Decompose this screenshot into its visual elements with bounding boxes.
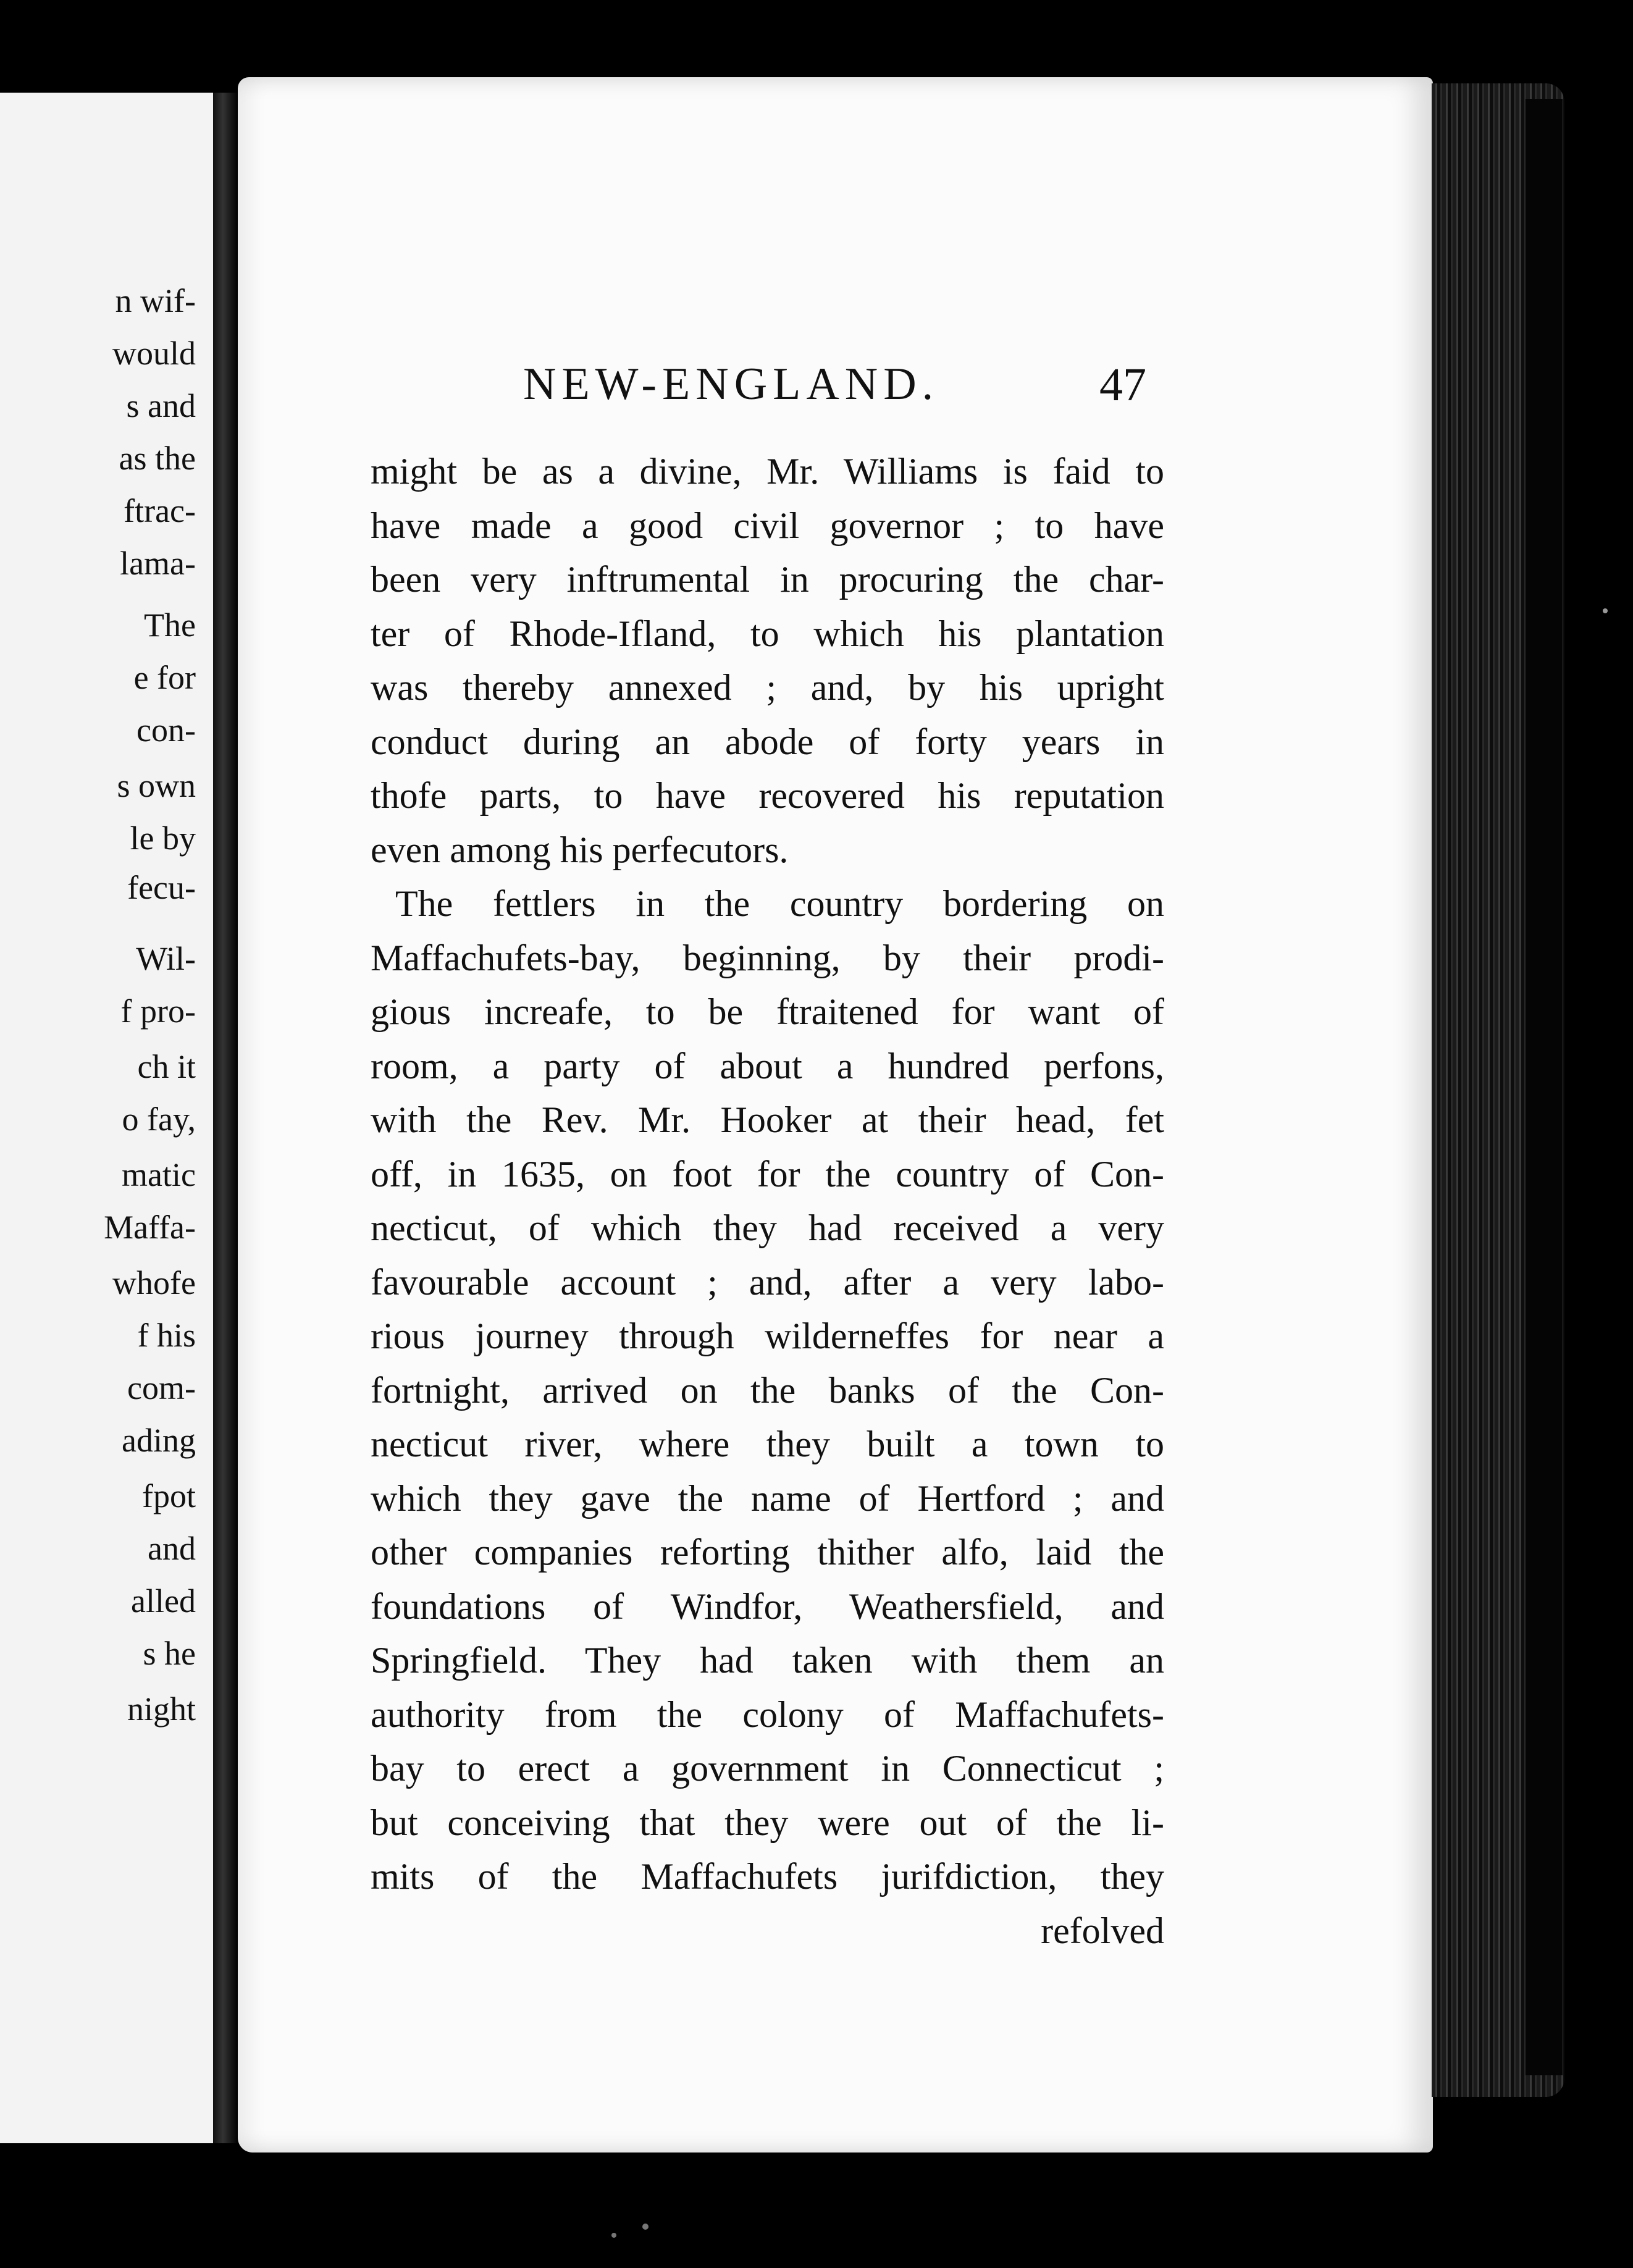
facing-page-line-fragment: f his [137, 1317, 196, 1354]
dust-speck [611, 2233, 616, 2238]
facing-page-line-fragment: ch it [137, 1048, 196, 1085]
facing-page-line-fragment: as the [119, 440, 196, 477]
text-line: have made a good civil governor ; to have [371, 505, 1164, 546]
text-line: was thereby annexed ; and, by his upright [371, 667, 1164, 708]
facing-page-line-fragment: fpot [142, 1477, 196, 1514]
facing-page-line-fragment: Wil- [136, 940, 196, 977]
text-line: other companies reforting thither alfo, laid the [371, 1532, 1164, 1573]
text-line: The fettlers in the country bordering on [395, 883, 1164, 924]
text-line: foundations of Windfor, Weathersfield, and [371, 1586, 1164, 1627]
dust-speck [642, 2224, 649, 2230]
text-line: favourable account ; and, after a very labo- [371, 1261, 1164, 1303]
facing-page-line-fragment: would [112, 335, 196, 372]
facing-page-line-fragment: n wif- [115, 282, 196, 319]
text-line: authority from the colony of Maffachufets- [371, 1694, 1164, 1735]
text-line: thofe parts, to have recovered his reputation [371, 775, 1164, 816]
text-line: fortnight, arrived on the banks of the Con- [371, 1369, 1164, 1411]
facing-page-line-fragment: whofe [112, 1264, 196, 1301]
text-line: off, in 1635, on foot for the country of Con- [371, 1153, 1164, 1195]
text-line: which they gave the name of Hertford ; and [371, 1477, 1164, 1519]
text-line: room, a party of about a hundred perfons, [371, 1045, 1164, 1086]
text-line: mits of the Maffachufets jurifdiction, they [371, 1856, 1164, 1897]
text-line: necticut, of which they had received a very [371, 1208, 1164, 1248]
catchword: refolved [1041, 1910, 1164, 1951]
facing-page-line-fragment: alled [131, 1582, 196, 1619]
facing-page-line-fragment: The [144, 607, 196, 644]
facing-page-line-fragment: night [127, 1690, 196, 1728]
facing-page-line-fragment: s and [126, 387, 196, 424]
text-line: might be as a divine, Mr. Williams is faid to [371, 451, 1164, 492]
left-facing-page [0, 93, 217, 2143]
facing-page-line-fragment: fecu- [127, 869, 196, 906]
body-text [371, 445, 1164, 1958]
facing-page-line-fragment: e for [133, 659, 196, 696]
text-line: even among his perfecutors. [371, 829, 789, 870]
facing-page-line-fragment: com- [127, 1369, 196, 1406]
text-line: Maffachufets-bay, beginning, by their prodi- [371, 937, 1164, 978]
facing-page-line-fragment: s own [117, 767, 196, 804]
facing-page-line-fragment: con- [136, 712, 196, 749]
facing-page-line-fragment: ftrac- [124, 492, 196, 529]
page-number: 47 [1099, 359, 1146, 411]
facing-page-line-fragment: le by [130, 820, 196, 857]
text-line: ter of Rhode-Ifland, to which his plantation [371, 613, 1164, 654]
text-line: conduct during an abode of forty years in [371, 721, 1164, 762]
text-line: gious increafe, to be ftraitened for want of [371, 991, 1164, 1032]
facing-page-line-fragment: lama- [120, 545, 196, 582]
text-line: with the Rev. Mr. Hooker at their head, fet [371, 1099, 1164, 1140]
text-line: been very inftrumental in procuring the char- [371, 559, 1164, 600]
facing-page-line-fragment: o fay, [122, 1101, 196, 1138]
book-edge-shadow [1526, 99, 1563, 2075]
right-page [238, 77, 1433, 2152]
running-head: NEW-ENGLAND. [523, 359, 939, 410]
facing-page-line-fragment: and [148, 1530, 196, 1567]
facing-page-line-fragment: ading [122, 1422, 196, 1459]
text-line: Springfield. They had taken with them an [371, 1640, 1164, 1681]
text-line: rious journey through wilderneffes for near a [371, 1316, 1164, 1356]
book-gutter [213, 93, 238, 2143]
text-line: bay to erect a government in Connecticut ; [371, 1748, 1164, 1789]
facing-page-line-fragment: matic [122, 1156, 196, 1193]
dust-speck [1603, 608, 1608, 613]
text-line: necticut river, where they built a town to [371, 1424, 1164, 1464]
facing-page-line-fragment: s he [143, 1635, 196, 1672]
text-line: but conceiving that they were out of the li- [371, 1802, 1164, 1843]
facing-page-line-fragment: Maffa- [104, 1209, 196, 1246]
facing-page-line-fragment: f pro- [120, 993, 196, 1030]
